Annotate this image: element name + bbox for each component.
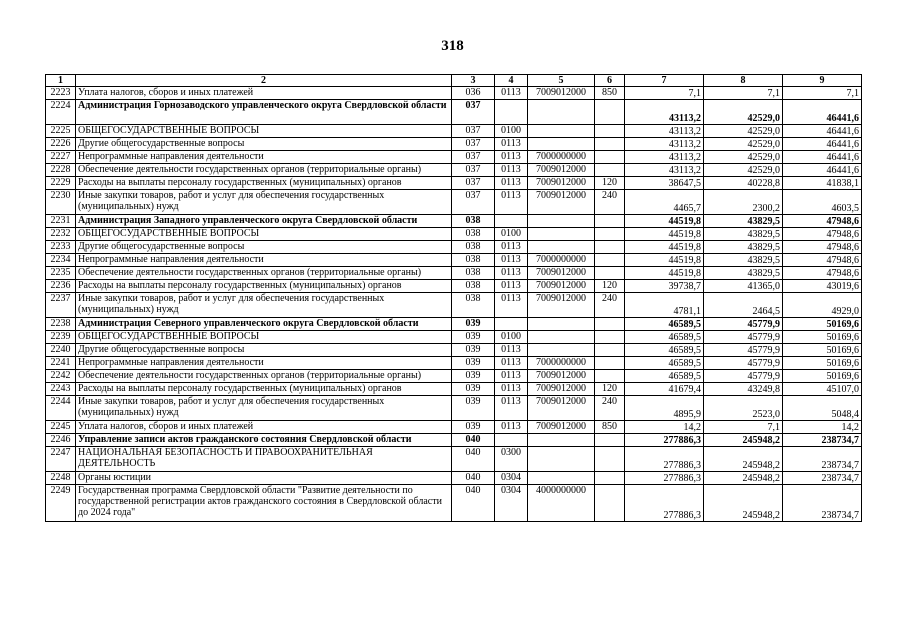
admin-code-cell: 038 — [452, 293, 495, 318]
description-cell: Администрация Западного управленческого округа Свердловской области — [76, 215, 452, 228]
section-code-cell: 0113 — [495, 164, 528, 177]
description-cell: Непрограммные направления деятельности — [76, 254, 452, 267]
amount-year1-cell: 277886,3 — [625, 434, 704, 447]
amount-year3-cell: 5048,4 — [783, 396, 862, 421]
admin-code-cell: 037 — [452, 100, 495, 125]
expense-type-cell — [595, 138, 625, 151]
target-code-cell — [528, 318, 595, 331]
row-number-cell: 2237 — [46, 293, 76, 318]
admin-code-cell: 038 — [452, 241, 495, 254]
section-code-cell: 0113 — [495, 190, 528, 215]
row-number-cell: 2239 — [46, 331, 76, 344]
table-row — [46, 396, 862, 421]
description-cell: Администрация Северного управленческого округа Свердловской области — [76, 318, 452, 331]
amount-year3-cell: 46441,6 — [783, 138, 862, 151]
amount-year3-cell: 47948,6 — [783, 241, 862, 254]
amount-year2-cell: 40228,8 — [704, 177, 783, 190]
amount-year3-cell: 238734,7 — [783, 472, 862, 485]
section-code-cell — [495, 100, 528, 125]
section-code-cell: 0113 — [495, 396, 528, 421]
row-number-cell: 2232 — [46, 228, 76, 241]
row-number-cell: 2224 — [46, 100, 76, 125]
amount-year3-cell: 47948,6 — [783, 267, 862, 280]
header-cell: 7 — [625, 75, 704, 87]
target-code-cell: 7009012000 — [528, 177, 595, 190]
expense-type-cell: 240 — [595, 293, 625, 318]
amount-year1-cell: 44519,8 — [625, 267, 704, 280]
header-cell: 4 — [495, 75, 528, 87]
expense-type-cell — [595, 125, 625, 138]
target-code-cell: 7009012000 — [528, 87, 595, 100]
amount-year2-cell: 245948,2 — [704, 485, 783, 522]
header-cell: 6 — [595, 75, 625, 87]
row-number-cell: 2242 — [46, 370, 76, 383]
admin-code-cell: 036 — [452, 87, 495, 100]
amount-year3-cell: 50169,6 — [783, 370, 862, 383]
amount-year1-cell: 44519,8 — [625, 254, 704, 267]
amount-year1-cell: 277886,3 — [625, 485, 704, 522]
row-number-cell: 2231 — [46, 215, 76, 228]
table-row — [46, 87, 862, 100]
row-number-cell: 2247 — [46, 447, 76, 472]
amount-year2-cell: 43829,5 — [704, 254, 783, 267]
amount-year3-cell: 50169,6 — [783, 344, 862, 357]
admin-code-cell: 039 — [452, 383, 495, 396]
section-code-cell: 0113 — [495, 280, 528, 293]
description-cell: ОБЩЕГОСУДАРСТВЕННЫЕ ВОПРОСЫ — [76, 228, 452, 241]
amount-year2-cell: 42529,0 — [704, 164, 783, 177]
description-cell: Уплата налогов, сборов и иных платежей — [76, 87, 452, 100]
section-code-cell — [495, 434, 528, 447]
section-code-cell: 0113 — [495, 241, 528, 254]
section-code-cell: 0113 — [495, 267, 528, 280]
amount-year3-cell: 43019,6 — [783, 280, 862, 293]
section-code-cell: 0113 — [495, 138, 528, 151]
table-row — [46, 370, 862, 383]
amount-year2-cell: 45779,9 — [704, 331, 783, 344]
amount-year3-cell: 46441,6 — [783, 100, 862, 125]
admin-code-cell: 038 — [452, 267, 495, 280]
description-cell: Органы юстиции — [76, 472, 452, 485]
amount-year1-cell: 277886,3 — [625, 472, 704, 485]
target-code-cell: 7009012000 — [528, 396, 595, 421]
amount-year1-cell: 43113,2 — [625, 125, 704, 138]
table-header-row — [46, 75, 862, 87]
amount-year2-cell: 42529,0 — [704, 125, 783, 138]
row-number-cell: 2225 — [46, 125, 76, 138]
amount-year2-cell: 45779,9 — [704, 344, 783, 357]
row-number-cell: 2229 — [46, 177, 76, 190]
amount-year2-cell: 7,1 — [704, 421, 783, 434]
header-cell: 9 — [783, 75, 862, 87]
budget-table — [45, 74, 862, 522]
section-code-cell: 0300 — [495, 447, 528, 472]
section-code-cell: 0113 — [495, 293, 528, 318]
target-code-cell: 7009012000 — [528, 370, 595, 383]
amount-year3-cell: 238734,7 — [783, 434, 862, 447]
amount-year2-cell: 43829,5 — [704, 215, 783, 228]
expense-type-cell — [595, 151, 625, 164]
expense-type-cell — [595, 331, 625, 344]
description-cell: ОБЩЕГОСУДАРСТВЕННЫЕ ВОПРОСЫ — [76, 331, 452, 344]
expense-type-cell — [595, 447, 625, 472]
amount-year3-cell: 7,1 — [783, 87, 862, 100]
amount-year2-cell: 45779,9 — [704, 370, 783, 383]
row-number-cell: 2240 — [46, 344, 76, 357]
row-number-cell: 2223 — [46, 87, 76, 100]
description-cell: Иные закупки товаров, работ и услуг для обеспечения государственных (муниципальных) нужд — [76, 293, 452, 318]
description-cell: Уплата налогов, сборов и иных платежей — [76, 421, 452, 434]
table-row — [46, 485, 862, 522]
admin-code-cell: 039 — [452, 318, 495, 331]
table-row — [46, 472, 862, 485]
amount-year1-cell: 44519,8 — [625, 241, 704, 254]
expense-type-cell: 120 — [595, 177, 625, 190]
header-cell: 2 — [76, 75, 452, 87]
amount-year2-cell: 2300,2 — [704, 190, 783, 215]
admin-code-cell: 038 — [452, 228, 495, 241]
table-row — [46, 383, 862, 396]
amount-year2-cell: 41365,0 — [704, 280, 783, 293]
admin-code-cell: 039 — [452, 344, 495, 357]
section-code-cell: 0113 — [495, 383, 528, 396]
description-cell: Расходы на выплаты персоналу государственных (муниципальных) органов — [76, 177, 452, 190]
admin-code-cell: 038 — [452, 254, 495, 267]
table-row — [46, 241, 862, 254]
admin-code-cell: 040 — [452, 472, 495, 485]
amount-year1-cell: 4895,9 — [625, 396, 704, 421]
section-code-cell: 0113 — [495, 344, 528, 357]
admin-code-cell: 037 — [452, 151, 495, 164]
amount-year3-cell: 4929,0 — [783, 293, 862, 318]
target-code-cell: 7009012000 — [528, 383, 595, 396]
amount-year2-cell: 2464,5 — [704, 293, 783, 318]
table-row — [46, 421, 862, 434]
description-cell: Другие общегосударственные вопросы — [76, 241, 452, 254]
admin-code-cell: 039 — [452, 370, 495, 383]
expense-type-cell: 850 — [595, 87, 625, 100]
table-row — [46, 280, 862, 293]
table-row — [46, 100, 862, 125]
amount-year1-cell: 4781,1 — [625, 293, 704, 318]
amount-year1-cell: 43113,2 — [625, 151, 704, 164]
section-code-cell — [495, 318, 528, 331]
row-number-cell: 2245 — [46, 421, 76, 434]
table-row — [46, 318, 862, 331]
table-row — [46, 228, 862, 241]
amount-year2-cell: 43829,5 — [704, 228, 783, 241]
table-body — [46, 75, 862, 522]
target-code-cell: 7009012000 — [528, 421, 595, 434]
amount-year3-cell: 4603,5 — [783, 190, 862, 215]
target-code-cell: 7009012000 — [528, 164, 595, 177]
amount-year1-cell: 46589,5 — [625, 318, 704, 331]
header-cell: 3 — [452, 75, 495, 87]
description-cell: Расходы на выплаты персоналу государственных (муниципальных) органов — [76, 280, 452, 293]
row-number-cell: 2235 — [46, 267, 76, 280]
expense-type-cell — [595, 357, 625, 370]
admin-code-cell: 038 — [452, 280, 495, 293]
table-row — [46, 331, 862, 344]
admin-code-cell: 039 — [452, 331, 495, 344]
admin-code-cell: 039 — [452, 357, 495, 370]
expense-type-cell — [595, 228, 625, 241]
expense-type-cell — [595, 472, 625, 485]
amount-year1-cell: 44519,8 — [625, 228, 704, 241]
description-cell: Непрограммные направления деятельности — [76, 151, 452, 164]
row-number-cell: 2246 — [46, 434, 76, 447]
description-cell: Другие общегосударственные вопросы — [76, 138, 452, 151]
target-code-cell: 7000000000 — [528, 254, 595, 267]
admin-code-cell: 040 — [452, 434, 495, 447]
table-row — [46, 164, 862, 177]
admin-code-cell: 037 — [452, 177, 495, 190]
target-code-cell — [528, 215, 595, 228]
amount-year1-cell: 7,1 — [625, 87, 704, 100]
section-code-cell: 0113 — [495, 177, 528, 190]
amount-year2-cell: 43829,5 — [704, 241, 783, 254]
expense-type-cell: 240 — [595, 396, 625, 421]
expense-type-cell — [595, 318, 625, 331]
amount-year1-cell: 43113,2 — [625, 164, 704, 177]
amount-year1-cell: 44519,8 — [625, 215, 704, 228]
amount-year2-cell: 43249,8 — [704, 383, 783, 396]
description-cell: Управление записи актов гражданского состояния Свердловской области — [76, 434, 452, 447]
amount-year1-cell: 43113,2 — [625, 100, 704, 125]
table-row — [46, 190, 862, 215]
section-code-cell: 0100 — [495, 125, 528, 138]
admin-code-cell: 038 — [452, 215, 495, 228]
amount-year2-cell: 7,1 — [704, 87, 783, 100]
expense-type-cell — [595, 434, 625, 447]
row-number-cell: 2244 — [46, 396, 76, 421]
description-cell: Иные закупки товаров, работ и услуг для обеспечения государственных (муниципальных) нужд — [76, 190, 452, 215]
expense-type-cell — [595, 164, 625, 177]
header-cell: 8 — [704, 75, 783, 87]
description-cell: Администрация Горнозаводского управленческого округа Свердловской области — [76, 100, 452, 125]
target-code-cell — [528, 331, 595, 344]
amount-year1-cell: 46589,5 — [625, 331, 704, 344]
description-cell: ОБЩЕГОСУДАРСТВЕННЫЕ ВОПРОСЫ — [76, 125, 452, 138]
section-code-cell: 0113 — [495, 254, 528, 267]
page-number: 318 — [441, 38, 464, 54]
description-cell: Непрограммные направления деятельности — [76, 357, 452, 370]
target-code-cell — [528, 472, 595, 485]
target-code-cell — [528, 125, 595, 138]
amount-year2-cell: 43829,5 — [704, 267, 783, 280]
row-number-cell: 2230 — [46, 190, 76, 215]
admin-code-cell: 037 — [452, 190, 495, 215]
description-cell: Обеспечение деятельности государственных органов (территориальные органы) — [76, 164, 452, 177]
target-code-cell: 4000000000 — [528, 485, 595, 522]
table-row — [46, 267, 862, 280]
section-code-cell: 0304 — [495, 472, 528, 485]
amount-year3-cell: 46441,6 — [783, 164, 862, 177]
target-code-cell: 7000000000 — [528, 357, 595, 370]
amount-year3-cell: 47948,6 — [783, 228, 862, 241]
amount-year3-cell: 41838,1 — [783, 177, 862, 190]
admin-code-cell: 040 — [452, 485, 495, 522]
row-number-cell: 2248 — [46, 472, 76, 485]
table-row — [46, 215, 862, 228]
amount-year1-cell: 39738,7 — [625, 280, 704, 293]
amount-year3-cell: 50169,6 — [783, 318, 862, 331]
row-number-cell: 2249 — [46, 485, 76, 522]
amount-year3-cell: 46441,6 — [783, 151, 862, 164]
amount-year1-cell: 46589,5 — [625, 357, 704, 370]
amount-year2-cell: 45779,9 — [704, 318, 783, 331]
table-row — [46, 125, 862, 138]
row-number-cell: 2241 — [46, 357, 76, 370]
target-code-cell: 7000000000 — [528, 151, 595, 164]
expense-type-cell — [595, 254, 625, 267]
amount-year1-cell: 41679,4 — [625, 383, 704, 396]
section-code-cell: 0113 — [495, 370, 528, 383]
section-code-cell: 0100 — [495, 228, 528, 241]
amount-year3-cell: 45107,0 — [783, 383, 862, 396]
expense-type-cell — [595, 100, 625, 125]
expense-type-cell: 120 — [595, 383, 625, 396]
expense-type-cell — [595, 215, 625, 228]
target-code-cell — [528, 228, 595, 241]
description-cell: Другие общегосударственные вопросы — [76, 344, 452, 357]
amount-year2-cell: 42529,0 — [704, 151, 783, 164]
header-cell: 1 — [46, 75, 76, 87]
amount-year1-cell: 46589,5 — [625, 344, 704, 357]
expense-type-cell — [595, 267, 625, 280]
row-number-cell: 2234 — [46, 254, 76, 267]
admin-code-cell: 039 — [452, 421, 495, 434]
description-cell: Иные закупки товаров, работ и услуг для обеспечения государственных (муниципальных) нужд — [76, 396, 452, 421]
section-code-cell: 0113 — [495, 87, 528, 100]
expense-type-cell: 120 — [595, 280, 625, 293]
amount-year1-cell: 277886,3 — [625, 447, 704, 472]
table-row — [46, 344, 862, 357]
amount-year2-cell: 42529,0 — [704, 100, 783, 125]
table-row — [46, 447, 862, 472]
amount-year3-cell: 238734,7 — [783, 447, 862, 472]
target-code-cell — [528, 138, 595, 151]
target-code-cell — [528, 447, 595, 472]
admin-code-cell: 040 — [452, 447, 495, 472]
target-code-cell: 7009012000 — [528, 293, 595, 318]
expense-type-cell — [595, 344, 625, 357]
amount-year3-cell: 14,2 — [783, 421, 862, 434]
row-number-cell: 2227 — [46, 151, 76, 164]
admin-code-cell: 037 — [452, 125, 495, 138]
target-code-cell: 7009012000 — [528, 280, 595, 293]
amount-year3-cell: 47948,6 — [783, 215, 862, 228]
target-code-cell: 7009012000 — [528, 267, 595, 280]
table-row — [46, 138, 862, 151]
amount-year3-cell: 50169,6 — [783, 331, 862, 344]
amount-year1-cell: 14,2 — [625, 421, 704, 434]
section-code-cell: 0113 — [495, 421, 528, 434]
amount-year3-cell: 46441,6 — [783, 125, 862, 138]
header-cell: 5 — [528, 75, 595, 87]
description-cell: Расходы на выплаты персоналу государственных (муниципальных) органов — [76, 383, 452, 396]
expense-type-cell: 850 — [595, 421, 625, 434]
admin-code-cell: 037 — [452, 138, 495, 151]
table-row — [46, 434, 862, 447]
description-cell: Обеспечение деятельности государственных органов (территориальные органы) — [76, 370, 452, 383]
row-number-cell: 2233 — [46, 241, 76, 254]
amount-year2-cell: 45779,9 — [704, 357, 783, 370]
amount-year3-cell: 238734,7 — [783, 485, 862, 522]
table-row — [46, 254, 862, 267]
expense-type-cell — [595, 241, 625, 254]
target-code-cell — [528, 434, 595, 447]
row-number-cell: 2236 — [46, 280, 76, 293]
amount-year2-cell: 2523,0 — [704, 396, 783, 421]
amount-year1-cell: 38647,5 — [625, 177, 704, 190]
table-row — [46, 177, 862, 190]
table-row — [46, 357, 862, 370]
section-code-cell: 0113 — [495, 151, 528, 164]
target-code-cell: 7009012000 — [528, 190, 595, 215]
row-number-cell: 2228 — [46, 164, 76, 177]
row-number-cell: 2243 — [46, 383, 76, 396]
target-code-cell — [528, 344, 595, 357]
section-code-cell: 0304 — [495, 485, 528, 522]
amount-year2-cell: 245948,2 — [704, 434, 783, 447]
amount-year2-cell: 245948,2 — [704, 447, 783, 472]
target-code-cell — [528, 100, 595, 125]
amount-year1-cell: 46589,5 — [625, 370, 704, 383]
table-row — [46, 151, 862, 164]
section-code-cell — [495, 215, 528, 228]
row-number-cell: 2226 — [46, 138, 76, 151]
amount-year2-cell: 245948,2 — [704, 472, 783, 485]
amount-year1-cell: 4465,7 — [625, 190, 704, 215]
target-code-cell — [528, 241, 595, 254]
amount-year2-cell: 42529,0 — [704, 138, 783, 151]
amount-year3-cell: 50169,6 — [783, 357, 862, 370]
expense-type-cell — [595, 370, 625, 383]
row-number-cell: 2238 — [46, 318, 76, 331]
admin-code-cell: 039 — [452, 396, 495, 421]
expense-type-cell: 240 — [595, 190, 625, 215]
section-code-cell: 0113 — [495, 357, 528, 370]
amount-year1-cell: 43113,2 — [625, 138, 704, 151]
table-row — [46, 293, 862, 318]
admin-code-cell: 037 — [452, 164, 495, 177]
description-cell: Государственная программа Свердловской области "Развитие деятельности по государственной регистрации актов гражданского состояния в Свердловской области до 2024 года" — [76, 485, 452, 522]
section-code-cell: 0100 — [495, 331, 528, 344]
amount-year3-cell: 47948,6 — [783, 254, 862, 267]
description-cell: Обеспечение деятельности государственных органов (территориальные органы) — [76, 267, 452, 280]
description-cell: НАЦИОНАЛЬНАЯ БЕЗОПАСНОСТЬ И ПРАВООХРАНИТЕЛЬНАЯ ДЕЯТЕЛЬНОСТЬ — [76, 447, 452, 472]
expense-type-cell — [595, 485, 625, 522]
